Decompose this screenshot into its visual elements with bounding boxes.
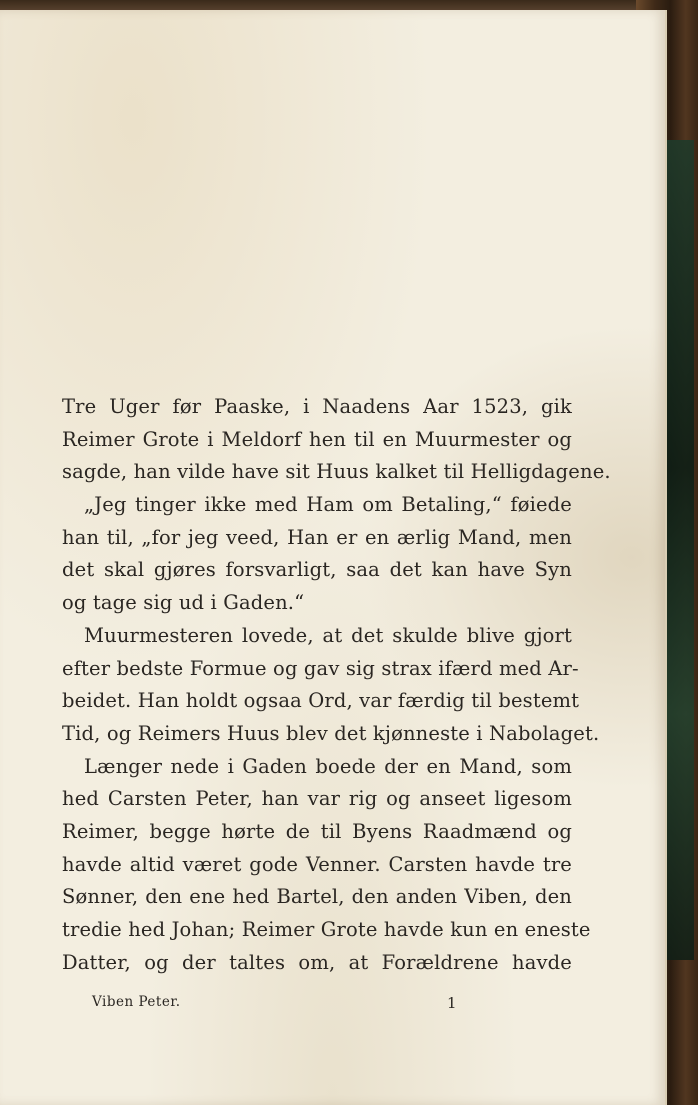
text-line: hed Carsten Peter, han var rig og anseet ligesom <box>62 787 572 811</box>
marbled-edge <box>664 140 694 960</box>
page-footer <box>92 994 512 1018</box>
text-line: og tage sig ud i Gaden.“ <box>62 591 305 615</box>
text-line: Reimer, begge hørte de til Byens Raadmænd og <box>62 819 572 843</box>
text-line: Tre Uger før Paaske, i Naadens Aar 1523, gik <box>62 395 572 418</box>
text-line: tredie hed Johan; Reimer Grote havde kun en eneste <box>62 918 591 941</box>
text-line: Tid, og Reimers Huus blev det kjønneste i Nabolaget. <box>62 721 600 745</box>
text-line: „Jeg tinger ikke med Ham om Betaling,“ føiede <box>84 493 572 517</box>
text-line: Sønner, den ene hed Bartel, den anden Viben, den <box>62 885 572 909</box>
running-title: Viben Peter. <box>92 994 181 1010</box>
text-line: efter bedste Formue og gav sig strax ifærd med Ar- <box>62 656 579 680</box>
text-line: det skal gjøres forsvarligt, saa det kan have Syn <box>62 558 572 582</box>
text-line: Reimer Grote i Meldorf hen til en Muurmester og <box>62 427 572 451</box>
text-line: han til, „for jeg veed, Han er en ærlig Mand, men <box>62 525 572 549</box>
text-line: Datter, og der taltes om, at Forældrene havde <box>62 950 572 974</box>
text-line: Muurmesteren lovede, at det skulde blive gjort <box>84 623 572 647</box>
body-text <box>62 391 611 979</box>
page-number: 1 <box>447 994 457 1012</box>
text-line: beidet. Han holdt ogsaa Ord, var færdig til bestemt <box>62 689 580 713</box>
text-line: Længer nede i Gaden boede der en Mand, som <box>84 754 572 778</box>
text-line: sagde, han vilde have sit Huus kalket til Helligdagene. <box>62 460 611 484</box>
book-page <box>0 10 667 1105</box>
text-line: havde altid været gode Venner. Carsten havde tre <box>62 852 572 876</box>
